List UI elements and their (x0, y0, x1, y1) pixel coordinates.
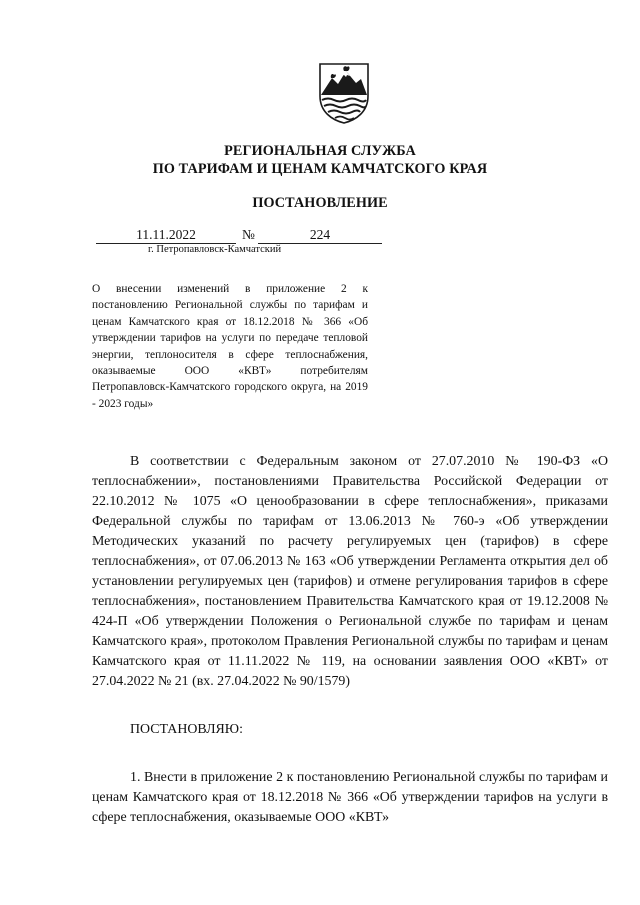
document-date: 11.11.2022 (96, 226, 236, 244)
decree-word: ПОСТАНОВЛЯЮ: (130, 722, 243, 737)
document-subject: О внесении изменений в приложение 2 к постановлению Региональной службы по тарифам и ценам Камчатского края от 18.12.2018 № 366 «Об утверждении тарифов на услуги по передаче тепловой энергии, теплоносителя в сфере теплоснабжения, оказываемые ООО «КВТ» потребителям Петропавловск-Камчатского городского округа, на 2019 - 2023 годы» (92, 283, 368, 410)
document-number: 224 (258, 226, 382, 244)
issue-city: г. Петропавловск-Камчатский (148, 244, 282, 255)
agency-name-line2: ПО ТАРИФАМ И ЦЕНАМ КАМЧАТСКОГО КРАЯ (152, 161, 488, 177)
number-sign: № (242, 227, 255, 242)
document-type: ПОСТАНОВЛЕНИЕ (252, 195, 388, 211)
kamchatka-coat-of-arms-icon (318, 62, 370, 124)
item-1-paragraph: 1. Внести в приложение 2 к постановлению Региональной службы по тарифам и ценам Камчатского края от 18.12.2018 № 366 «Об утверждении тарифов на услуги в сфере теплоснабжения, оказываемые ООО «КВТ» (92, 770, 608, 825)
agency-name-line1: РЕГИОНАЛЬНАЯ СЛУЖБА (224, 143, 416, 159)
preamble-paragraph: В соответствии с Федеральным законом от 27.07.2010 № 190-ФЗ «О теплоснабжении», постановлениями Правительства Российской Федерации от 22.10.2012 № 1075 «О ценообразовании в сфере теплоснабжения», приказами Федеральной службы по тарифам от 13.06.2013 № 760-э «Об утверждении Методических указаний по расчету регулируемых цен (тарифов) в сфере теплоснабжения», от 07.06.2013 № 163 «Об утверждении Регламента открытия дел об установлении регулируемых цен (тарифов) и отмене регулирования тарифов в сфере теплоснабжения», постановлением Правительства Камчатского края от 19.12.2008 № 424-П «Об утверждении Положения о Региональной службе по тарифам и ценам Камчатского края», протоколом Правления Региональной службы по тарифам и ценам Камчатского края от 11.11.2022 № 119, на основании заявления ООО «КВТ» от 27.04.2022 № 21 (вх. 27.04.2022 № 90/1579) (92, 454, 608, 689)
